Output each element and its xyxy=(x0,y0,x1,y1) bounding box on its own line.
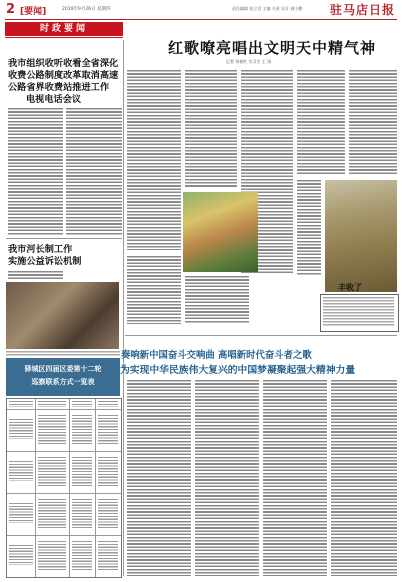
table-cell xyxy=(38,541,66,571)
banner-line-1: 驿城区四届区委第十二轮 xyxy=(24,365,102,373)
table-cell xyxy=(98,541,118,571)
table-cell xyxy=(72,499,92,529)
table-cell xyxy=(72,541,92,571)
lower-article-col-4 xyxy=(331,380,397,576)
harvest-label: 丰收了 xyxy=(338,282,362,292)
banner-line-2: 巡察联系方式一览表 xyxy=(31,378,95,386)
table-row xyxy=(7,493,121,494)
title-line: 收费公路制度改革取消高速 xyxy=(8,70,119,81)
table-col-rule xyxy=(35,399,36,577)
section-tag-rule xyxy=(5,37,123,38)
table-cell xyxy=(72,401,92,407)
table-cell xyxy=(9,545,33,565)
table-cell xyxy=(98,499,118,529)
lower-article-col-1 xyxy=(127,380,191,576)
table-row xyxy=(7,451,121,452)
left-divider xyxy=(6,238,122,239)
table-cell xyxy=(9,503,33,523)
main-article-col-1 xyxy=(127,70,181,250)
table-row xyxy=(7,535,121,536)
main-article-col-1b xyxy=(127,256,181,324)
table-cell xyxy=(9,419,33,439)
table-cell xyxy=(38,401,66,407)
title-line: 电视电话会议 xyxy=(26,94,82,105)
left-article-2-body-a xyxy=(8,271,63,279)
issue-date: 2019年9月26日 星期四 xyxy=(62,7,111,12)
editor-info: 责任编辑 张立君 主编 关景 设计 满小鹏 xyxy=(232,6,303,11)
section-tag: 时政要闻 xyxy=(5,22,123,36)
table-cell xyxy=(72,415,92,445)
harvest-caption xyxy=(323,297,394,327)
lower-article-col-2 xyxy=(195,380,259,576)
table-cell xyxy=(38,415,66,445)
meeting-photo xyxy=(6,282,119,349)
main-article-col-2 xyxy=(185,70,237,188)
main-article-col-5 xyxy=(349,70,397,175)
title-line: 我市河长制工作 xyxy=(8,244,73,255)
table-cell xyxy=(38,457,66,487)
table-cell xyxy=(9,461,33,481)
masthead: 驻马店日报 xyxy=(330,3,396,17)
section-rule xyxy=(125,335,397,336)
inspection-banner xyxy=(6,358,120,396)
table-cell xyxy=(98,401,118,407)
table-col-rule xyxy=(95,399,96,577)
contact-table xyxy=(6,398,122,578)
byline: 记者 刘春红 实习生 王 涛 xyxy=(226,59,272,64)
table-cell xyxy=(98,415,118,445)
harvest-photo xyxy=(325,180,397,292)
table-cell xyxy=(38,499,66,529)
secondary-headline-line-2: 为实现中华民族伟大复兴的中国梦凝聚起强大精神力量 xyxy=(120,365,356,376)
table-col-rule xyxy=(69,399,70,577)
header-rule xyxy=(5,19,397,20)
title-line: 公路省界收费站推进工作 xyxy=(8,82,110,93)
secondary-headline-line-1: 奏响新中国奋斗交响曲 高唱新时代奋斗者之歌 xyxy=(121,350,312,361)
main-article-col-4b xyxy=(297,180,321,275)
table-cell xyxy=(98,457,118,487)
page-number: 2 xyxy=(6,2,16,17)
left-article-1-title xyxy=(8,58,123,106)
title-line: 我市组织收听收看全省深化 xyxy=(8,58,119,69)
title-line: 实施公益诉讼机制 xyxy=(8,256,82,267)
left-article-1-body-a xyxy=(8,108,63,236)
main-article-col-4 xyxy=(297,70,345,175)
main-article-col-2b xyxy=(185,276,249,324)
table-cell xyxy=(9,401,33,407)
photo-caption xyxy=(6,351,120,357)
main-headline: 红歌嘹亮唱出文明天中精气神 xyxy=(168,39,377,57)
column-rule xyxy=(123,40,124,576)
lower-article-col-3 xyxy=(263,380,327,576)
table-cell xyxy=(72,457,92,487)
singing-photo xyxy=(183,192,258,272)
section-label: [要闻] xyxy=(20,7,47,17)
table-row xyxy=(7,409,121,410)
left-article-2-title xyxy=(8,244,123,268)
left-article-1-body-b xyxy=(66,108,122,236)
